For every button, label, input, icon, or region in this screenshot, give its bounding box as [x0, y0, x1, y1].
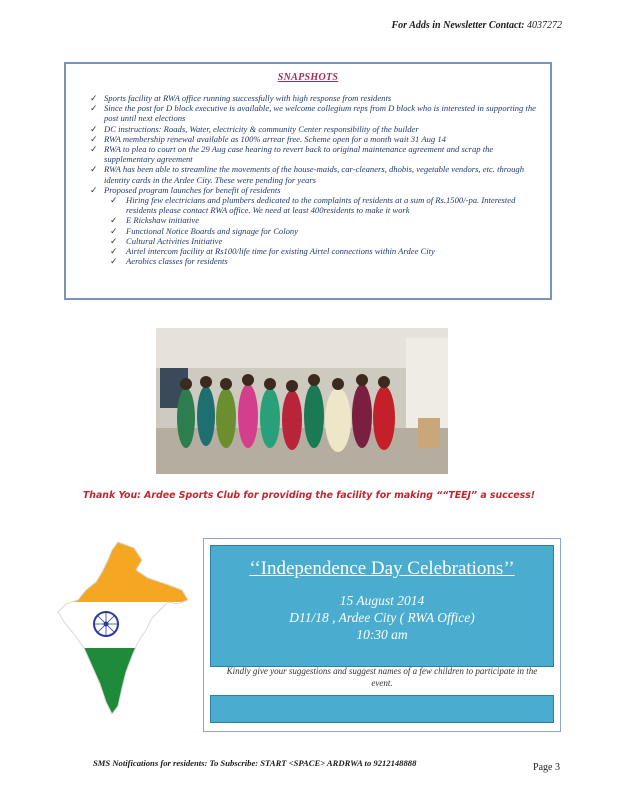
- event-venue: D11/18 , Ardee City ( RWA Office): [289, 610, 475, 625]
- check-icon: ✓: [110, 215, 118, 226]
- india-flag-map-icon: [56, 538, 192, 718]
- snapshot-item: ✓ Proposed program launches for benefit of residents: [90, 184, 281, 195]
- event-footer-bar: [210, 695, 554, 723]
- contact-label: For Adds in Newsletter Contact:: [391, 20, 525, 31]
- snapshot-item: ✓ Sports facility at RWA office running successfully with high response from residents: [90, 93, 392, 103]
- check-icon: ✓: [90, 103, 98, 114]
- check-icon: ✓: [110, 256, 118, 267]
- check-icon: ✓: [90, 123, 98, 134]
- sms-subscription-note: SMS Notifications for residents: To Subscribe: START <SPACE> ARDRWA to 9212148888: [93, 758, 417, 768]
- check-icon: ✓: [90, 164, 98, 175]
- thankyou-note: Thank You: Ardee Sports Club for providing the facility for making ““TEEJ” a success!: [82, 490, 536, 501]
- event-box: [203, 538, 561, 732]
- check-icon: ✓: [90, 184, 98, 195]
- contact-number: 4037272: [527, 20, 562, 31]
- check-icon: ✓: [90, 133, 98, 144]
- event-panel: [210, 545, 554, 667]
- event-note: Kindly give your suggestions and suggest names of a few children to participate in the event.: [226, 666, 538, 688]
- check-icon: ✓: [110, 225, 118, 236]
- page-number: Page 3: [533, 762, 560, 773]
- group-photo: [156, 328, 448, 474]
- event-date: 15 August 2014: [339, 593, 425, 608]
- snapshot-item: ✓ DC instructions: Roads, Water, electricity & community Center responsibility of the builder: [90, 123, 419, 134]
- snapshots-box: [64, 62, 552, 300]
- snapshot-subitem: ✓ Cultural Activities Initiative: [110, 235, 223, 246]
- snapshot-subitem: ✓ E Rickshaw initiative: [110, 215, 200, 226]
- snapshot-subitem: ✓ Aerobics classes for residents: [110, 256, 228, 267]
- snapshot-item: ✓ RWA to plea to court on the 29 Aug case hearing to revert back to original maintenance agreement and scrap the supplementary agreement: [90, 144, 494, 165]
- snapshot-subitem: ✓ Functional Notice Boards and signage for Colony: [110, 225, 299, 236]
- event-time: 10:30 am: [356, 627, 408, 642]
- check-icon: ✓: [110, 235, 118, 246]
- snapshots-list: [74, 93, 542, 266]
- event-title: ‘‘Independence Day Celebrations’’: [249, 558, 515, 579]
- snapshot-item: ✓ RWA has been able to streamline the movements of the house-maids, car-cleaners, dhobis, vegetable vendors, etc. through identity cards in the Ardee City. These were pending for years: [90, 164, 524, 185]
- snapshot-subitem: ✓ Airtel intercom facility at Rs100/life time for existing Airtel connections within Ardee City: [110, 246, 435, 257]
- newsletter-contact: [392, 20, 562, 31]
- check-icon: ✓: [110, 195, 118, 206]
- snapshots-title: SNAPSHOTS: [277, 72, 339, 83]
- snapshot-item: ✓ RWA membership renewal available as 100% arrear free. Scheme open for a month wait 31 Aug 14: [90, 133, 446, 144]
- group-photo-graphic: [156, 328, 448, 474]
- check-icon: ✓: [90, 144, 98, 155]
- check-icon: ✓: [90, 93, 98, 103]
- snapshot-item: ✓ Since the post for D block executive is available, we welcome collegium reps from D block who is interested in supporting the post until next elections: [90, 103, 536, 124]
- check-icon: ✓: [110, 246, 118, 257]
- event-details: [211, 592, 553, 643]
- snapshot-subitem: ✓ Hiring few electricians and plumbers dedicated to the complaints of residents at a sum of Rs.1500/-pa. Interested residents please contact RWA office. We need at least 400residents to make it work: [110, 195, 516, 216]
